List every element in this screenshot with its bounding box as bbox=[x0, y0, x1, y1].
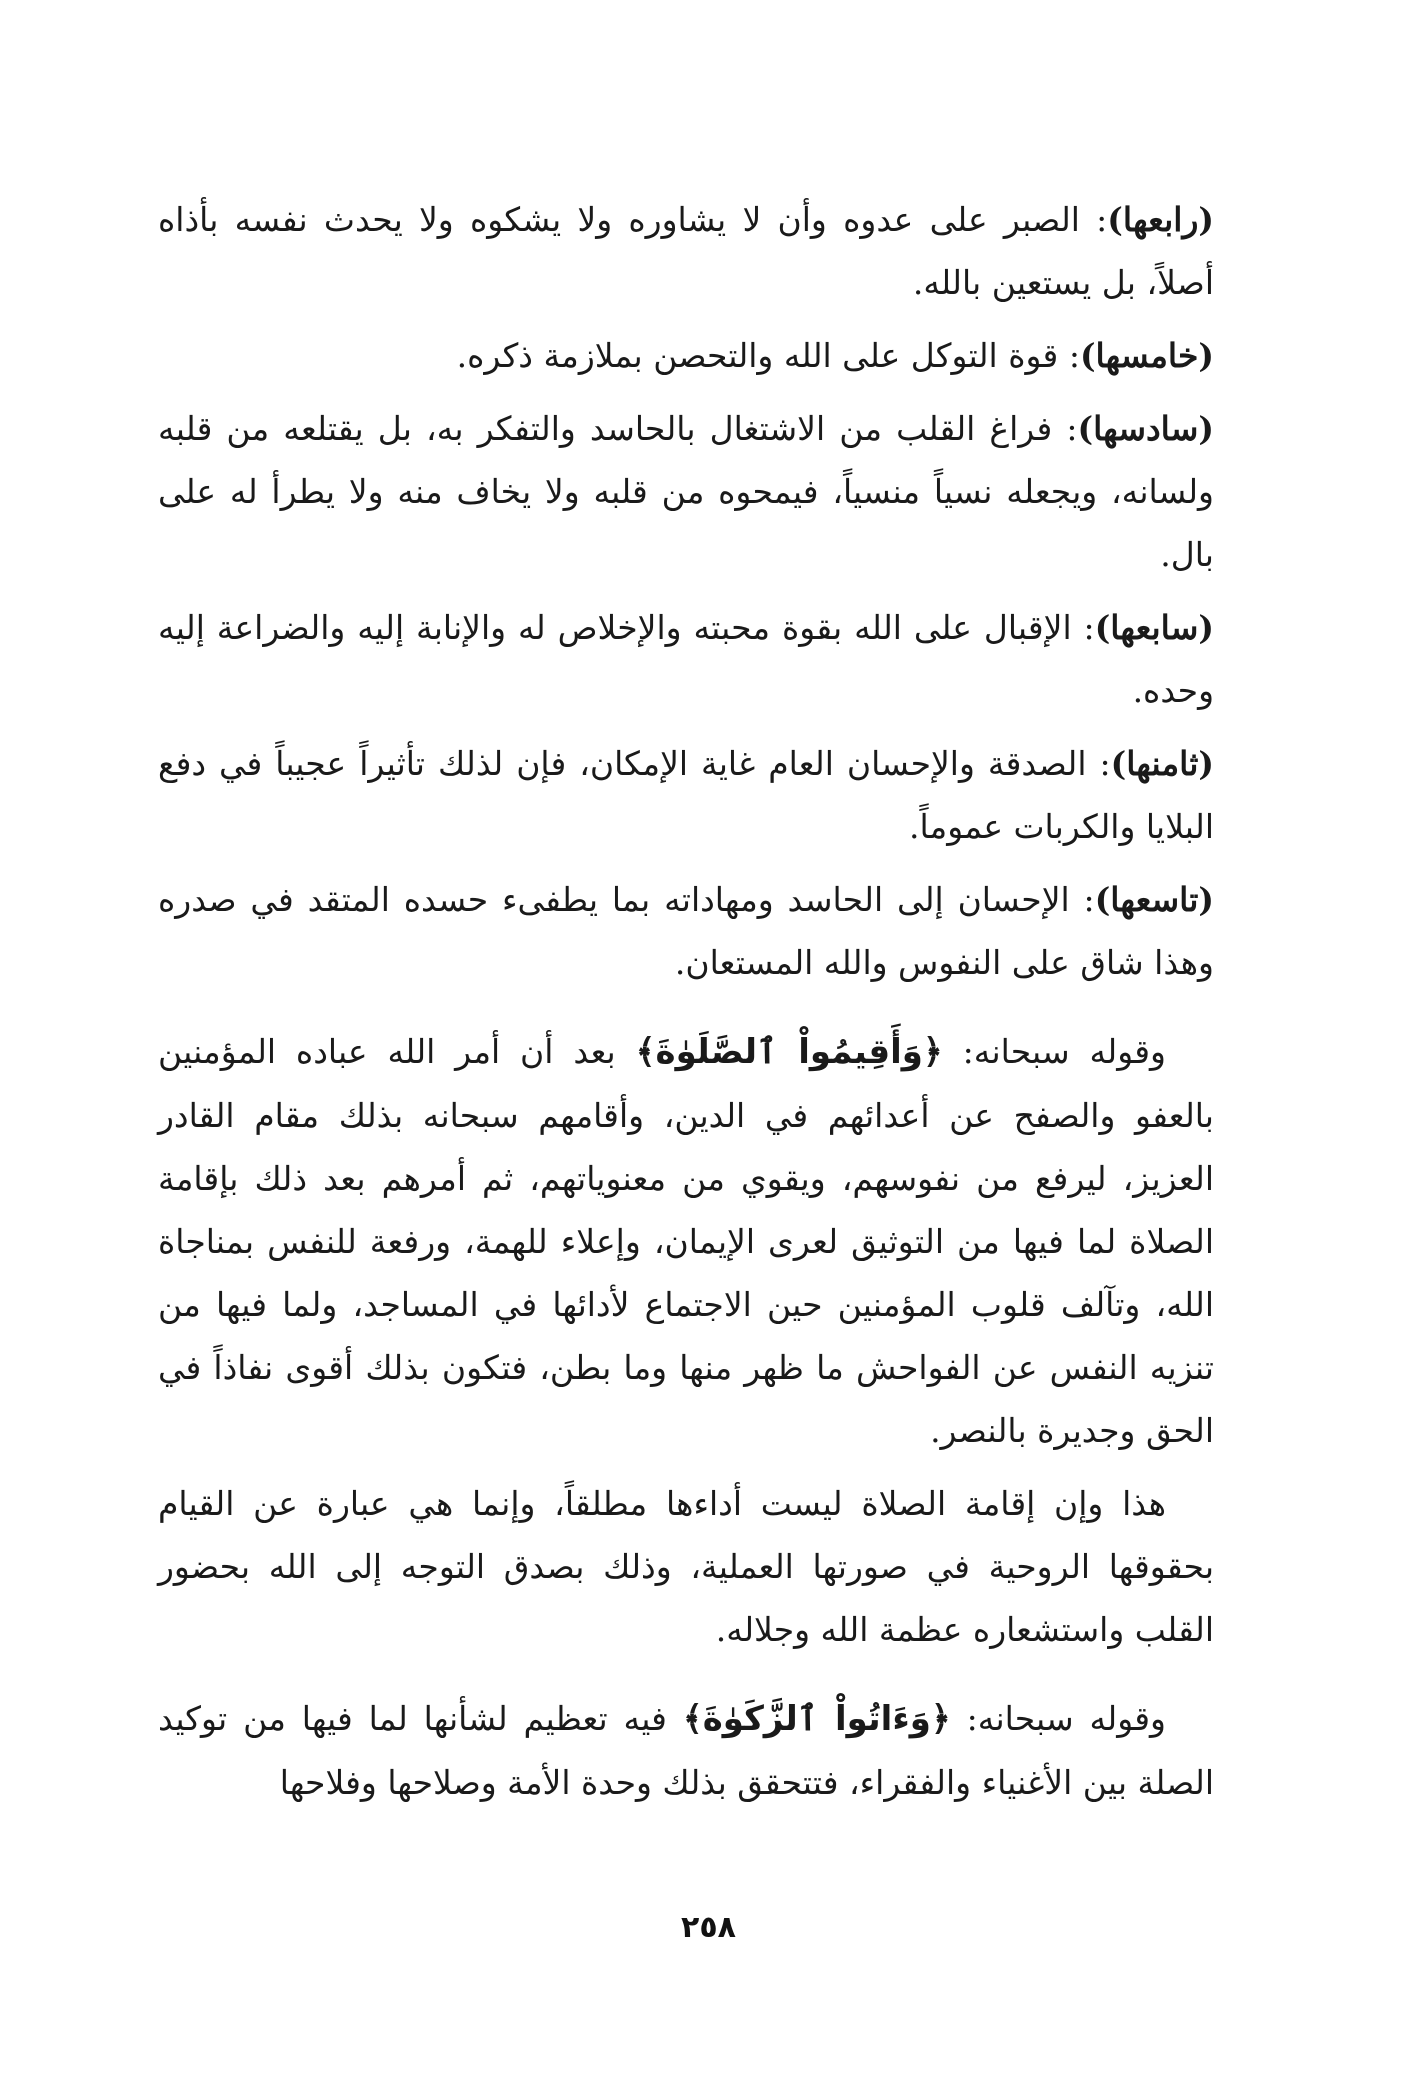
paragraph-prayer-meaning bbox=[158, 1472, 1214, 1661]
page-number: ٢٥٨ bbox=[681, 1910, 736, 1945]
quran-verse: ﴿وَأَقِيمُواْ ٱلصَّلَوٰةَ﴾ bbox=[635, 1032, 943, 1072]
paragraph-eighth bbox=[158, 732, 1214, 858]
point-text: : فراغ القلب من الاشتغال بالحاسد والتفكر به، بل يقتلعه من قلبه ولسانه، ويجعله نسياً منسياً، فيمحوه من قلبه ولا يخاف منه ولا يطرأ له على بال. bbox=[158, 409, 1214, 574]
paragraph-seventh bbox=[158, 596, 1214, 722]
verse-commentary: بعد أن أمر الله عباده المؤمنين بالعفو والصفح عن أعدائهم في الدين، وأقامهم سبحانه بذلك مقام القادر العزيز، ليرفع من نفوسهم، ويقوي من معنوياتهم، ثم أمرهم بعد ذلك بإقامة الصلاة لما فيها من التوثيق لعرى الإيمان، وإعلاء للهمة، ورفعة للنفس بمناجاة الله، وتآلف قلوب المؤمنين حين الاجتماع لأدائها في المساجد، ولما فيها من تنزيه النفس عن الفواحش ما ظهر منها وما بطن، فتكون بذلك أقوى نفاذاً في الحق وجديرة بالنصر. bbox=[158, 1032, 1214, 1450]
paragraph-fifth bbox=[158, 324, 1214, 387]
paragraph-prayer-verse bbox=[158, 1020, 1214, 1462]
quran-verse: ﴿وَءَاتُواْ ٱلزَّكَوٰةَ﴾ bbox=[682, 1699, 951, 1739]
verse-intro: وقوله سبحانه: bbox=[950, 1699, 1166, 1738]
point-text: : الصبر على عدوه وأن لا يشاوره ولا يشكوه ولا يحدث نفسه بأذاه أصلاً، بل يستعين بالله. bbox=[158, 200, 1214, 302]
verse-commentary: فيه تعظيم لشأنها لما فيها من توكيد الصلة بين الأغنياء والفقراء، فتتحقق بذلك وحدة الأمة وصلاحها وفلاحها bbox=[158, 1699, 1214, 1802]
point-label: (سادسها) bbox=[1077, 409, 1214, 448]
point-label: (تاسعها) bbox=[1094, 880, 1214, 919]
paragraph-text: هذا وإن إقامة الصلاة ليست أداءها مطلقاً، وإنما هي عبارة عن القيام بحقوقها الروحية في صورتها العملية، وذلك بصدق التوجه إلى الله بحضور القلب واستشعاره عظمة الله وجلاله. bbox=[158, 1484, 1214, 1649]
point-text: : الإحسان إلى الحاسد ومهاداته بما يطفىء حسده المتقد في صدره وهذا شاق على النفوس والله المستعان. bbox=[158, 880, 1214, 982]
point-label: (رابعها) bbox=[1107, 200, 1214, 239]
point-label: (خامسها) bbox=[1079, 336, 1214, 375]
paragraph-ninth bbox=[158, 868, 1214, 994]
paragraph-fourth bbox=[158, 188, 1214, 314]
point-label: (سابعها) bbox=[1094, 608, 1214, 647]
paragraph-zakat-verse bbox=[158, 1687, 1214, 1814]
point-text: : قوة التوكل على الله والتحصن بملازمة ذكره. bbox=[456, 336, 1080, 375]
point-text: : الصدقة والإحسان العام غاية الإمكان، فإن لذلك تأثيراً عجيباً في دفع البلايا والكربات عموماً. bbox=[158, 744, 1214, 846]
point-label: (ثامنها) bbox=[1110, 744, 1214, 783]
verse-intro: وقوله سبحانه: bbox=[942, 1032, 1166, 1071]
page-body bbox=[158, 188, 1214, 1988]
point-text: : الإقبال على الله بقوة محبته والإخلاص له والإنابة إليه والضراعة إليه وحده. bbox=[158, 608, 1214, 710]
paragraph-sixth bbox=[158, 397, 1214, 586]
